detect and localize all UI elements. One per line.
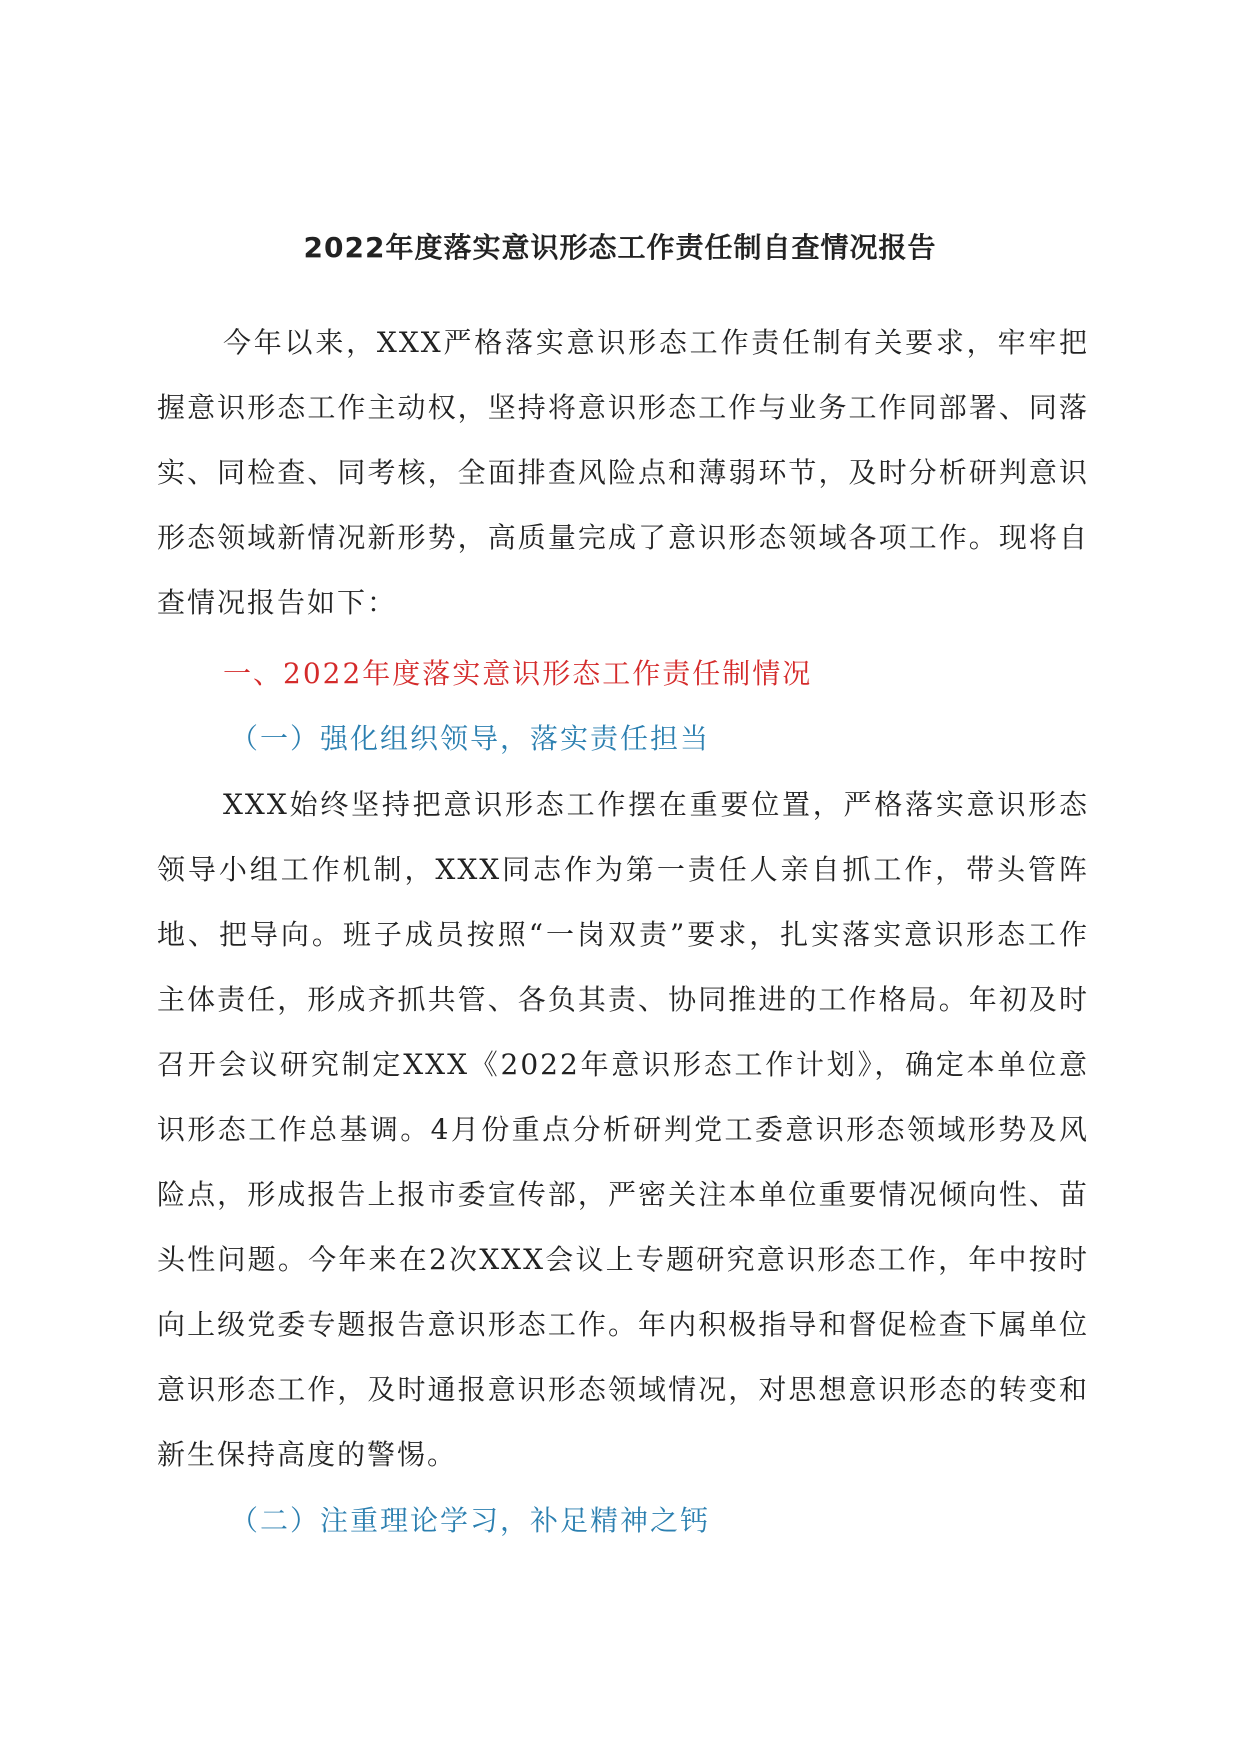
intro-paragraph: 今年以来，XXX严格落实意识形态工作责任制有关要求，牢牢把握意识形态工作主动权，坚持将意识形态工作与业务工作同部署、同落实、同检查、同考核，全面排查风险点和薄弱环节，及时分析研判意识形态领域新情况新形势，高质量完成了意识形态领域各项工作。现将自查情况报告如下： xyxy=(157,326,1089,619)
subsection-heading-2: （二）注重理论学习，补足精神之钙 xyxy=(230,1504,711,1537)
subsection-heading-1: （一）强化组织领导，落实责任担当 xyxy=(230,722,711,755)
section-heading: 一、2022年度落实意识形态工作责任制情况 xyxy=(223,657,813,690)
document-title: 2022年度落实意识形态工作责任制自查情况报告 xyxy=(303,231,937,264)
subsection-1-paragraph: XXX始终坚持把意识形态工作摆在重要位置，严格落实意识形态领导小组工作机制，XXX同志作为第一责任人亲自抓工作，带头管阵地、把导向。班子成员按照“一岗双责”要求，扎实落实意识形态工作主体责任，形成齐抓共管、各负其责、协同推进的工作格局。年初及时召开会议研究制定XXX《2022年意识形态工作计划》，确定本单位意识形态工作总基调。4月份重点分析研判党工委意识形态领域形势及风险点，形成报告上报市委宣传部，严密关注本单位重要情况倾向性、苗头性问题。今年来在2次XXX会议上专题研究意识形态工作，年中按时向上级党委专题报告意识形态工作。年内积极指导和督促检查下属单位意识形态工作，及时通报意识形态领域情况，对思想意识形态的转变和新生保持高度的警惕。 xyxy=(157,788,1089,1471)
